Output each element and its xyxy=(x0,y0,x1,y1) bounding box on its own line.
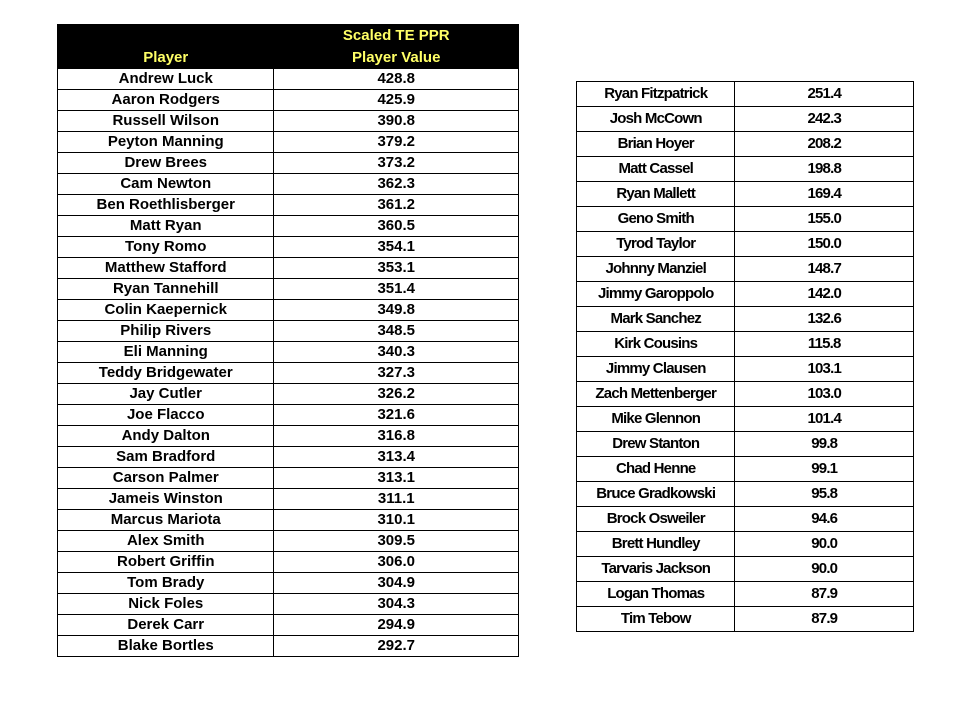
table-row xyxy=(577,82,914,107)
player-name-cell: Tom Brady xyxy=(58,573,274,594)
table-row xyxy=(58,636,519,657)
player-value-cell: 360.5 xyxy=(274,216,519,237)
player-name-cell: Jay Cutler xyxy=(58,384,274,405)
player-name-cell: Philip Rivers xyxy=(58,321,274,342)
table-row xyxy=(58,615,519,636)
player-value-cell: 251.4 xyxy=(735,82,914,107)
table-row xyxy=(58,426,519,447)
player-name-cell: Ryan Mallett xyxy=(577,182,735,207)
player-name-cell: Jimmy Clausen xyxy=(577,357,735,382)
player-value-cell: 362.3 xyxy=(274,174,519,195)
player-value-cell: 304.3 xyxy=(274,594,519,615)
table-row xyxy=(58,237,519,258)
player-value-cell: 425.9 xyxy=(274,90,519,111)
player-name-cell: Drew Brees xyxy=(58,153,274,174)
table-header xyxy=(58,25,519,69)
table-row xyxy=(58,216,519,237)
player-name-cell: Mark Sanchez xyxy=(577,307,735,332)
table-row xyxy=(577,457,914,482)
player-value-cell: 313.4 xyxy=(274,447,519,468)
player-name-cell: Andy Dalton xyxy=(58,426,274,447)
player-value-cell: 142.0 xyxy=(735,282,914,307)
table-row xyxy=(577,282,914,307)
player-name-cell: Jameis Winston xyxy=(58,489,274,510)
player-value-cell: 428.8 xyxy=(274,69,519,90)
header-player-value: Player Value xyxy=(274,47,519,69)
table-row xyxy=(577,157,914,182)
player-name-cell: Geno Smith xyxy=(577,207,735,232)
player-value-table-right xyxy=(576,81,914,632)
player-value-cell: 310.1 xyxy=(274,510,519,531)
player-name-cell: Johnny Manziel xyxy=(577,257,735,282)
player-name-cell: Tony Romo xyxy=(58,237,274,258)
player-name-cell: Robert Griffin xyxy=(58,552,274,573)
table-row xyxy=(58,300,519,321)
player-value-cell: 169.4 xyxy=(735,182,914,207)
table-row xyxy=(577,357,914,382)
player-value-cell: 354.1 xyxy=(274,237,519,258)
table-row xyxy=(577,332,914,357)
player-name-cell: Eli Manning xyxy=(58,342,274,363)
table-row xyxy=(58,405,519,426)
player-value-cell: 99.1 xyxy=(735,457,914,482)
table-row xyxy=(58,447,519,468)
player-value-cell: 321.6 xyxy=(274,405,519,426)
table-row xyxy=(58,111,519,132)
table-row xyxy=(58,279,519,300)
player-value-cell: 95.8 xyxy=(735,482,914,507)
player-name-cell: Marcus Mariota xyxy=(58,510,274,531)
table-row xyxy=(577,182,914,207)
player-name-cell: Alex Smith xyxy=(58,531,274,552)
player-name-cell: Colin Kaepernick xyxy=(58,300,274,321)
player-value-cell: 132.6 xyxy=(735,307,914,332)
player-name-cell: Sam Bradford xyxy=(58,447,274,468)
table-row xyxy=(577,132,914,157)
table-row xyxy=(58,468,519,489)
table-row xyxy=(58,510,519,531)
table-row xyxy=(577,482,914,507)
player-value-cell: 340.3 xyxy=(274,342,519,363)
player-value-cell: 390.8 xyxy=(274,111,519,132)
player-value-cell: 101.4 xyxy=(735,407,914,432)
table-row xyxy=(58,153,519,174)
player-value-cell: 155.0 xyxy=(735,207,914,232)
table-body xyxy=(577,82,914,632)
player-name-cell: Kirk Cousins xyxy=(577,332,735,357)
player-name-cell: Brett Hundley xyxy=(577,532,735,557)
header-player: Player xyxy=(58,47,274,69)
player-value-cell: 306.0 xyxy=(274,552,519,573)
player-name-cell: Zach Mettenberger xyxy=(577,382,735,407)
player-value-cell: 87.9 xyxy=(735,607,914,632)
player-name-cell: Matt Ryan xyxy=(58,216,274,237)
player-name-cell: Derek Carr xyxy=(58,615,274,636)
player-name-cell: Tyrod Taylor xyxy=(577,232,735,257)
player-value-cell: 242.3 xyxy=(735,107,914,132)
player-value-cell: 311.1 xyxy=(274,489,519,510)
player-name-cell: Carson Palmer xyxy=(58,468,274,489)
table-row xyxy=(58,552,519,573)
table-row xyxy=(58,258,519,279)
player-name-cell: Chad Henne xyxy=(577,457,735,482)
player-value-cell: 115.8 xyxy=(735,332,914,357)
player-name-cell: Bruce Gradkowski xyxy=(577,482,735,507)
table-row xyxy=(58,573,519,594)
player-value-cell: 373.2 xyxy=(274,153,519,174)
player-value-cell: 292.7 xyxy=(274,636,519,657)
table-row xyxy=(58,195,519,216)
player-value-cell: 326.2 xyxy=(274,384,519,405)
player-name-cell: Joe Flacco xyxy=(58,405,274,426)
player-value-cell: 103.1 xyxy=(735,357,914,382)
player-name-cell: Tim Tebow xyxy=(577,607,735,632)
header-cell: Scaled TE PPR xyxy=(274,25,519,47)
table-row xyxy=(58,174,519,195)
player-value-cell: 349.8 xyxy=(274,300,519,321)
player-value-cell: 87.9 xyxy=(735,582,914,607)
table-row xyxy=(58,342,519,363)
header-row-bottom xyxy=(58,47,519,69)
player-value-cell: 327.3 xyxy=(274,363,519,384)
player-value-cell: 351.4 xyxy=(274,279,519,300)
player-name-cell: Logan Thomas xyxy=(577,582,735,607)
table-row xyxy=(58,594,519,615)
player-value-cell: 150.0 xyxy=(735,232,914,257)
table-row xyxy=(58,531,519,552)
player-value-cell: 361.2 xyxy=(274,195,519,216)
player-name-cell: Matthew Stafford xyxy=(58,258,274,279)
table-row xyxy=(577,557,914,582)
table-row xyxy=(577,382,914,407)
table-row xyxy=(577,307,914,332)
player-value-cell: 148.7 xyxy=(735,257,914,282)
table-row xyxy=(577,257,914,282)
header-cell xyxy=(58,25,274,47)
player-value-cell: 90.0 xyxy=(735,532,914,557)
player-name-cell: Teddy Bridgewater xyxy=(58,363,274,384)
player-name-cell: Jimmy Garoppolo xyxy=(577,282,735,307)
player-value-cell: 304.9 xyxy=(274,573,519,594)
player-name-cell: Andrew Luck xyxy=(58,69,274,90)
table-row xyxy=(577,432,914,457)
player-name-cell: Mike Glennon xyxy=(577,407,735,432)
table-row xyxy=(577,232,914,257)
player-value-cell: 316.8 xyxy=(274,426,519,447)
player-name-cell: Josh McCown xyxy=(577,107,735,132)
player-value-cell: 198.8 xyxy=(735,157,914,182)
table-body xyxy=(58,69,519,657)
table-row xyxy=(577,582,914,607)
table-row xyxy=(577,107,914,132)
player-value-cell: 94.6 xyxy=(735,507,914,532)
player-name-cell: Brian Hoyer xyxy=(577,132,735,157)
player-value-cell: 313.1 xyxy=(274,468,519,489)
player-value-cell: 208.2 xyxy=(735,132,914,157)
player-name-cell: Peyton Manning xyxy=(58,132,274,153)
player-name-cell: Brock Osweiler xyxy=(577,507,735,532)
player-name-cell: Nick Foles xyxy=(58,594,274,615)
table-row xyxy=(577,207,914,232)
player-name-cell: Ryan Tannehill xyxy=(58,279,274,300)
player-name-cell: Matt Cassel xyxy=(577,157,735,182)
player-name-cell: Russell Wilson xyxy=(58,111,274,132)
player-name-cell: Ben Roethlisberger xyxy=(58,195,274,216)
player-value-cell: 309.5 xyxy=(274,531,519,552)
table-row xyxy=(58,90,519,111)
table-row xyxy=(58,132,519,153)
player-value-cell: 90.0 xyxy=(735,557,914,582)
player-value-cell: 103.0 xyxy=(735,382,914,407)
header-row-top xyxy=(58,25,519,47)
player-name-cell: Drew Stanton xyxy=(577,432,735,457)
player-value-cell: 379.2 xyxy=(274,132,519,153)
table-row xyxy=(577,507,914,532)
table-row xyxy=(58,384,519,405)
table-row xyxy=(58,489,519,510)
table-row xyxy=(58,363,519,384)
player-value-table-left xyxy=(57,24,519,657)
player-name-cell: Cam Newton xyxy=(58,174,274,195)
player-value-cell: 294.9 xyxy=(274,615,519,636)
player-name-cell: Aaron Rodgers xyxy=(58,90,274,111)
player-value-cell: 353.1 xyxy=(274,258,519,279)
table-row xyxy=(577,607,914,632)
table-row xyxy=(577,407,914,432)
player-name-cell: Tarvaris Jackson xyxy=(577,557,735,582)
table-row xyxy=(58,69,519,90)
player-name-cell: Blake Bortles xyxy=(58,636,274,657)
player-value-cell: 348.5 xyxy=(274,321,519,342)
table-row xyxy=(577,532,914,557)
player-name-cell: Ryan Fitzpatrick xyxy=(577,82,735,107)
table-row xyxy=(58,321,519,342)
player-value-cell: 99.8 xyxy=(735,432,914,457)
